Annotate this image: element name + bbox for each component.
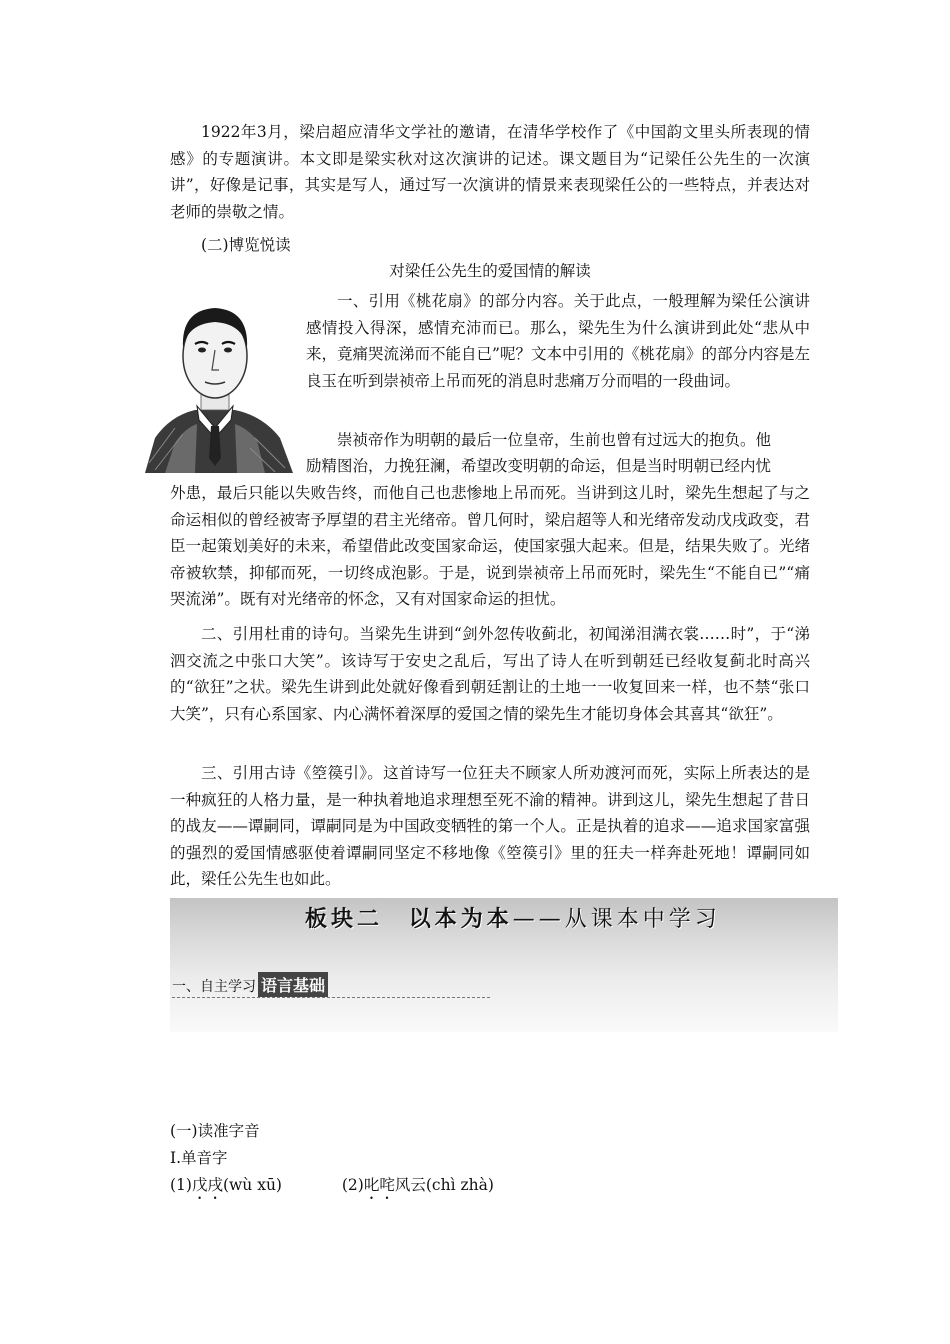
banner-title-part2: 以本为本 bbox=[408, 907, 513, 932]
section-heading-reading: (二)博览悦读 bbox=[201, 236, 291, 254]
article-paragraph-2-line1: 崇祯帝作为明朝的最后一位皇帝，生前也曾有过远大的抱负。他 bbox=[337, 431, 772, 449]
banner-title-part3: ——从课本中学习 bbox=[512, 907, 721, 932]
item1-word: 戊戌 bbox=[191, 1176, 223, 1194]
item2-number: (2) bbox=[341, 1176, 364, 1194]
intro-paragraph: 1922年3月，梁启超应清华文学社的邀请，在清华学校作了《中国韵文里头所表现的情感》的专题演讲。本文即是梁实秋对这次演讲的记述。课文题目为“记梁任公先生的一次演讲”，好像是记事，其实是写人，通过写一次演讲的情景来表现梁任公的一些特点，并表达对老师的崇敬之情。 bbox=[170, 123, 810, 221]
article-paragraph-2-line2: 励精图治，力挽狂澜，希望改变明朝的命运，但是当时明朝已经内忧 bbox=[306, 457, 772, 475]
article-title: 对梁任公先生的爱国情的解读 bbox=[389, 262, 591, 280]
item1-pinyin: (wù xū) bbox=[222, 1176, 282, 1194]
article-paragraph-4: 三、引用古诗《箜篌引》。这首诗写一位狂夫不顾家人所劝渡河而死，实际上所表达的是一种疯狂的人格力量，是一种执着地追求理想至死不渝的精神。讲到这儿，梁先生想起了昔日的战友——谭嗣同，谭嗣同是为中国政变牺牲的第一个人。正是执着的追求——追求国家富强的强烈的爱国情感驱使着谭嗣同坚定不移地像《箜篌引》里的狂夫一样奔赴死地！谭嗣同如此，梁任公先生也如此。 bbox=[170, 764, 810, 889]
item1-number: (1) bbox=[170, 1176, 192, 1194]
article-paragraph-2-rest: 外患，最后只能以失败告终，而他自己也悲惨地上吊而死。当讲到这儿时，梁先生想起了与之命运相似的曾经被寄予厚望的君主光绪帝。曾几何时，梁启超等人和光绪帝发动戊戌政变，君臣一起策划美好的未来，希望借此改变国家命运，使国家强大起来。但是，结果失败了。光绪帝被软禁，抑郁而死，一切终成泡影。于是，说到崇祯帝上吊而死时，梁先生“不能自已”“痛哭流涕”。既有对光绪帝的怀念，又有对国家命运的担忧。 bbox=[170, 484, 810, 609]
item2-pinyin: (chì zhà) bbox=[425, 1176, 494, 1194]
dashed-divider bbox=[172, 997, 490, 998]
article-paragraph-3: 二、引用杜甫的诗句。当梁先生讲到“剑外忽传收蓟北，初闻涕泪满衣裳……时”，于“涕泗交流之中张口大笑”。该诗写于安史之乱后，写出了诗人在听到朝廷已经收复蓟北时高兴的“欲狂”之状。梁先生讲到此处就好像看到朝廷割让的土地一一收复回来一样，也不禁“张口大笑”，只有心系国家、内心满怀着深厚的爱国之情的梁先生才能切身体会其喜其“欲狂”。 bbox=[170, 625, 810, 723]
banner-title-part1: 板块二 bbox=[305, 907, 384, 932]
article-paragraph-1: 一、引用《桃花扇》的部分内容。关于此点，一般理解为梁任公演讲感情投入得深，感情充沛而已。那么，梁先生为什么演讲到此处“悲从中来，竟痛哭流涕而不能自已”呢？文本中引用的《桃花扇》的部分内容是左良玉在听到崇祯帝上吊而死的消息时悲痛万分而唱的一段曲词。 bbox=[306, 292, 810, 390]
item2-word: 叱咤 bbox=[363, 1176, 395, 1194]
banner-title bbox=[305, 902, 721, 933]
section-heading-pronunciation: (一)读准字音 bbox=[170, 1122, 260, 1140]
subheading-single-char: Ⅰ.单音字 bbox=[170, 1149, 228, 1167]
banner-subtitle bbox=[172, 972, 328, 997]
banner-sub-tag: 语言基础 bbox=[258, 972, 328, 997]
banner-sub-label: 一、自主学习 bbox=[172, 979, 256, 995]
portrait-sketch-icon bbox=[135, 288, 295, 473]
pronunciation-items bbox=[170, 1172, 494, 1203]
item2-rest: 风云 bbox=[394, 1176, 426, 1194]
